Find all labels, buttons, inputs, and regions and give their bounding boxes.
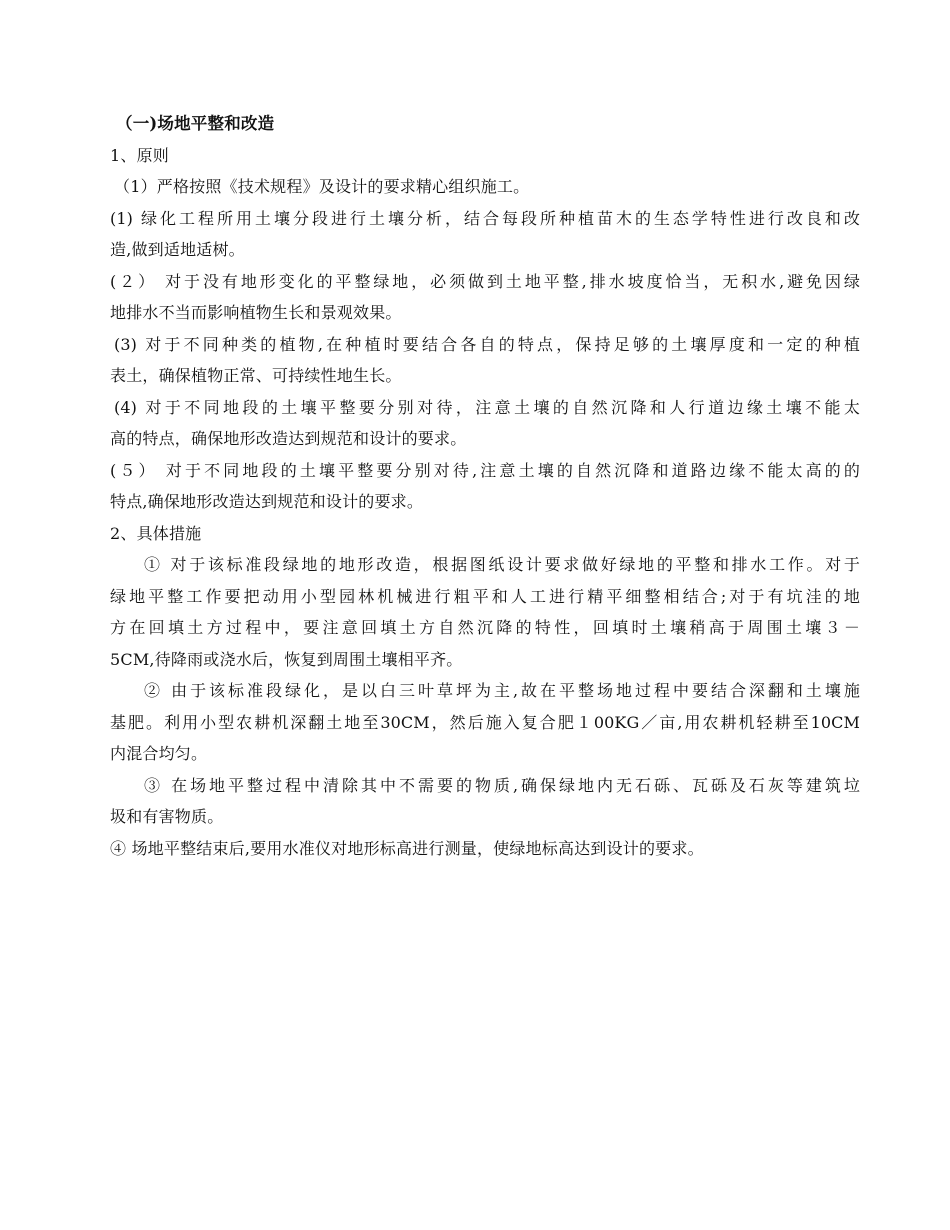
section-title: （一)场地平整和改造 <box>116 114 275 133</box>
principle-5-line-1: (4) 对于不同地段的土壤平整要分别对待，注意土壤的自然沉降和人行道边缘土壤不能太 <box>114 397 860 417</box>
measure-1-line-1: ① 对于该标准段绿地的地形改造，根据图纸设计要求做好绿地的平整和排水工作。对于 <box>144 555 860 574</box>
principle-5-line-2: 高的特点，确保地形改造达到规范和设计的要求。 <box>110 429 467 448</box>
measure-2-line-1: ② 由于该标准段绿化，是以白三叶草坪为主,故在平整场地过程中要结合深翻和土壤施 <box>144 681 860 700</box>
principle-2-line-1: (1) 绿化工程所用土壤分段进行土壤分析，结合每段所种植苗木的生态学特性进行改良和改 <box>110 208 860 228</box>
measure-1-line-2: 绿地平整工作要把动用小型园林机械进行粗平和人工进行精平细整相结合;对于有坑洼的地 <box>110 586 860 606</box>
principle-6-line-1: (５） 对于不同地段的土壤平整要分别对待,注意土壤的自然沉降和道路边缘不能太高的的 <box>110 460 860 480</box>
measure-1-line-3: 方在回填土方过程中，要注意回填土方自然沉降的特性，回填时土壤稍高于周围土壤３－ <box>110 618 860 637</box>
heading-principles: 1、原则 <box>110 145 169 165</box>
principle-3-line-2: 地排水不当而影响植物生长和景观效果。 <box>110 303 402 322</box>
principle-3-line-1: (２） 对于没有地形变化的平整绿地，必须做到土地平整,排水坡度恰当，无积水,避免因绿 <box>110 271 860 291</box>
heading-measures: 2、具体措施 <box>110 523 202 543</box>
measure-2-line-3: 内混合均匀。 <box>110 744 208 763</box>
principle-6-line-2: 特点,确保地形改造达到规范和设计的要求。 <box>110 492 424 511</box>
principle-2-line-2: 造,做到适地适树。 <box>110 240 245 259</box>
principle-4-line-2: 表土，确保植物正常、可持续性地生长。 <box>110 366 402 385</box>
measure-2-line-2: 基肥。利用小型农耕机深翻土地至30CM，然后施入复合肥１00KG／亩,用农耕机轻耕至10CM <box>110 712 860 732</box>
measure-3-line-2: 圾和有害物质。 <box>110 807 224 826</box>
measure-4-line-1: ④ 场地平整结束后,要用水准仪对地形标高进行测量，使绿地标高达到设计的要求。 <box>110 838 704 858</box>
measure-3-line-1: ③ 在场地平整过程中清除其中不需要的物质,确保绿地内无石砾、瓦砾及石灰等建筑垃 <box>144 775 860 795</box>
principle-1: （1）严格按照《技术规程》及设计的要求精心组织施工。 <box>114 177 530 196</box>
document-page <box>110 108 860 864</box>
principle-4-line-1: (3) 对于不同种类的植物,在种植时要结合各自的特点，保持足够的土壤厚度和一定的种植 <box>114 334 860 354</box>
measure-1-line-4: 5CM,待降雨或浇水后，恢复到周围土壤相平齐。 <box>110 649 463 669</box>
